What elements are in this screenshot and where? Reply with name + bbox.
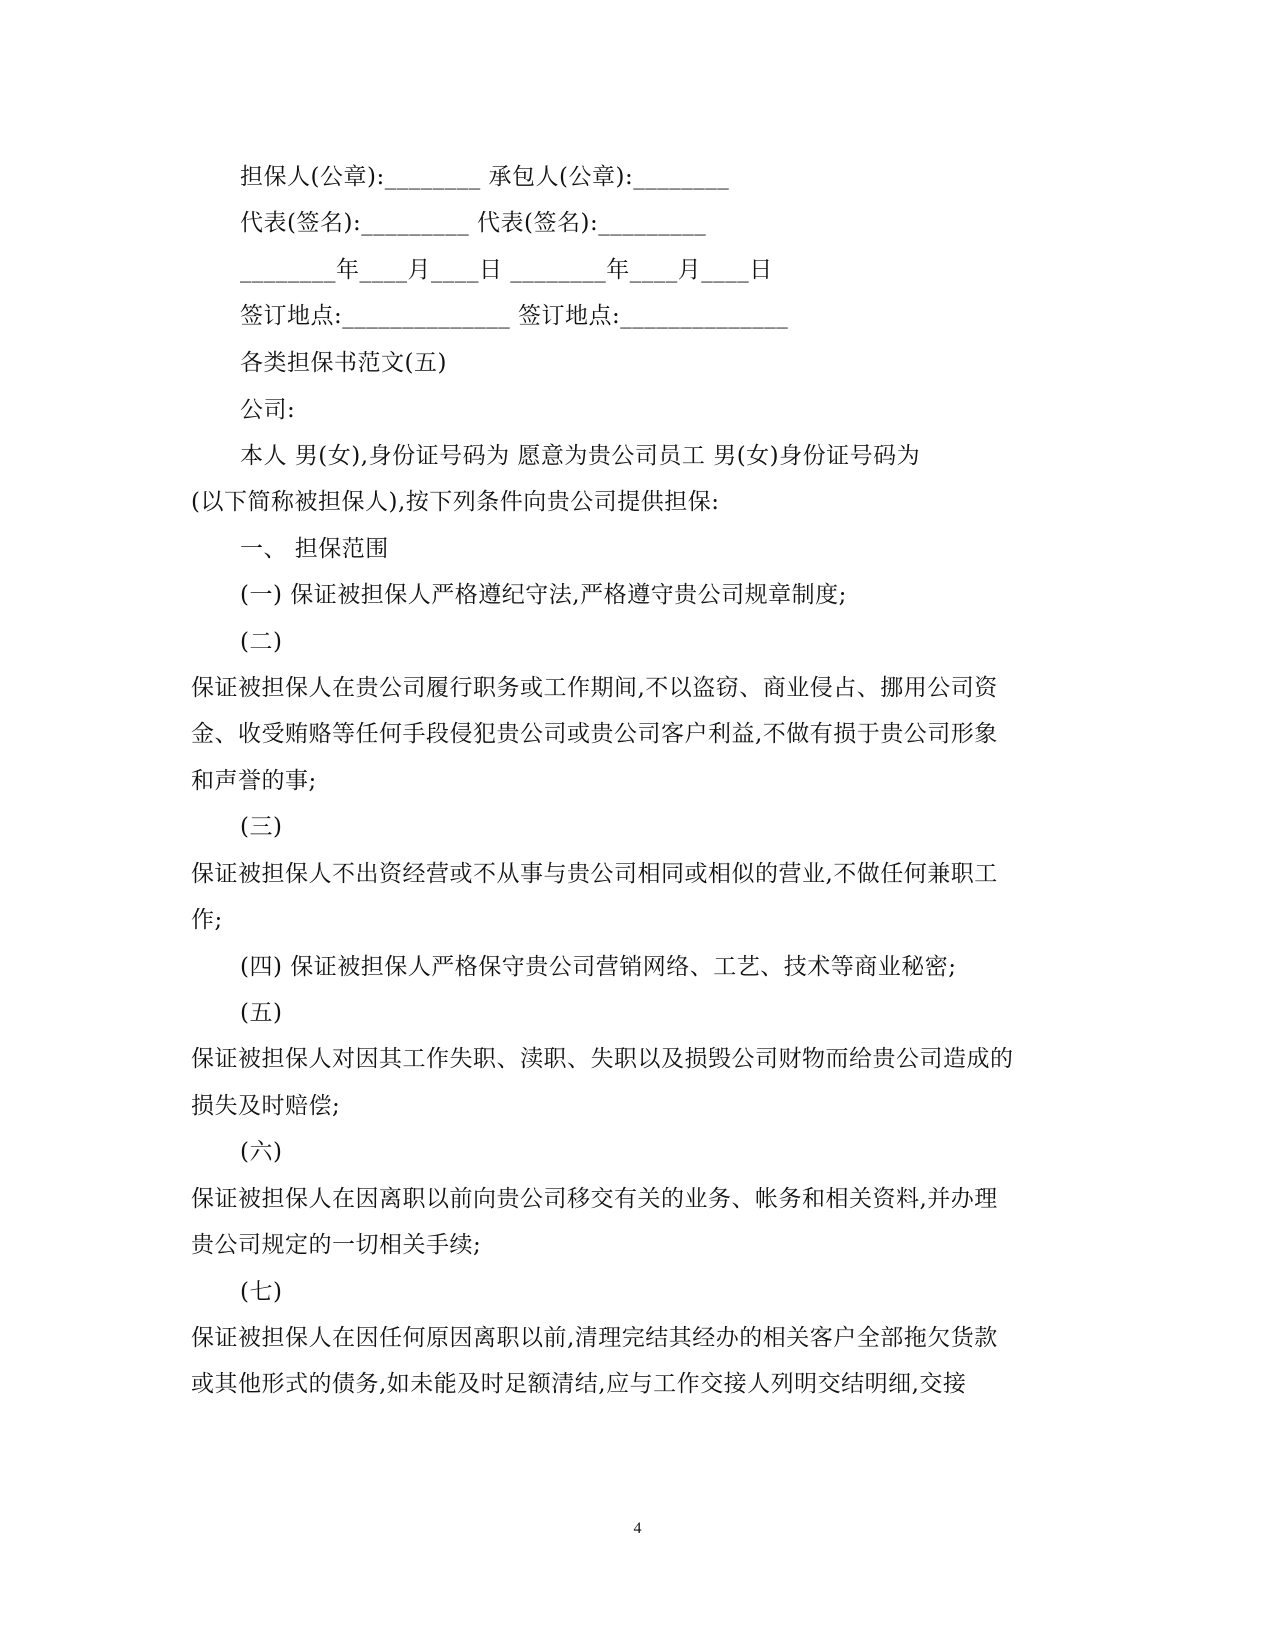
item-2-line-3: 和声誉的事; — [191, 768, 317, 794]
item-6-line-1: 保证被担保人在因离职以前向贵公司移交有关的业务、帐务和相关资料,并办理 — [191, 1186, 998, 1212]
item-3-line-1: 保证被担保人不出资经营或不从事与贵公司相同或相似的营业,不做任何兼职工 — [191, 861, 998, 887]
page-number: 4 — [633, 1520, 642, 1537]
item-4: (四) 保证被担保人严格保守贵公司营销网络、工艺、技术等商业秘密; — [240, 954, 957, 980]
item-3-label: (三) — [240, 814, 283, 840]
item-7-label: (七) — [240, 1279, 283, 1305]
heading-guarantee-scope: 一、 担保范围 — [240, 536, 389, 562]
intro-line-2: (以下简称被担保人),按下列条件向贵公司提供担保: — [191, 489, 720, 515]
item-5-label: (五) — [240, 1000, 283, 1026]
item-3-line-2: 作; — [191, 907, 223, 933]
signature-line-guarantor-contractor: 担保人(公章):________ 承包人(公章):________ — [240, 164, 730, 190]
item-5-line-1: 保证被担保人对因其工作失职、渎职、失职以及损毁公司财物而给贵公司造成的 — [191, 1046, 1014, 1072]
section-title: 各类担保书范文(五) — [240, 350, 447, 376]
addressee: 公司: — [240, 397, 296, 423]
item-7-line-2: 或其他形式的债务,如未能及时足额清结,应与工作交接人列明交结明细,交接 — [191, 1371, 967, 1397]
signature-line-places: 签订地点:______________ 签订地点:______________ — [240, 303, 789, 329]
signature-line-representatives: 代表(签名):_________ 代表(签名):_________ — [240, 210, 707, 236]
signature-line-dates: ________年____月____日 ________年____月____日 — [240, 257, 773, 283]
item-6-label: (六) — [240, 1139, 283, 1165]
intro-line-1: 本人 男(女),身份证号码为 愿意为贵公司员工 男(女)身份证号码为 — [240, 443, 921, 469]
item-7-line-1: 保证被担保人在因任何原因离职以前,清理完结其经办的相关客户全部拖欠货款 — [191, 1325, 998, 1351]
item-2-line-1: 保证被担保人在贵公司履行职务或工作期间,不以盗窃、商业侵占、挪用公司资 — [191, 675, 998, 701]
item-5-line-2: 损失及时赔偿; — [191, 1093, 341, 1119]
item-1: (一) 保证被担保人严格遵纪守法,严格遵守贵公司规章制度; — [240, 582, 847, 608]
item-2-line-2: 金、收受贿赂等任何手段侵犯贵公司或贵公司客户利益,不做有损于贵公司形象 — [191, 721, 998, 747]
item-6-line-2: 贵公司规定的一切相关手续; — [191, 1232, 482, 1258]
item-2-label: (二) — [240, 629, 283, 655]
